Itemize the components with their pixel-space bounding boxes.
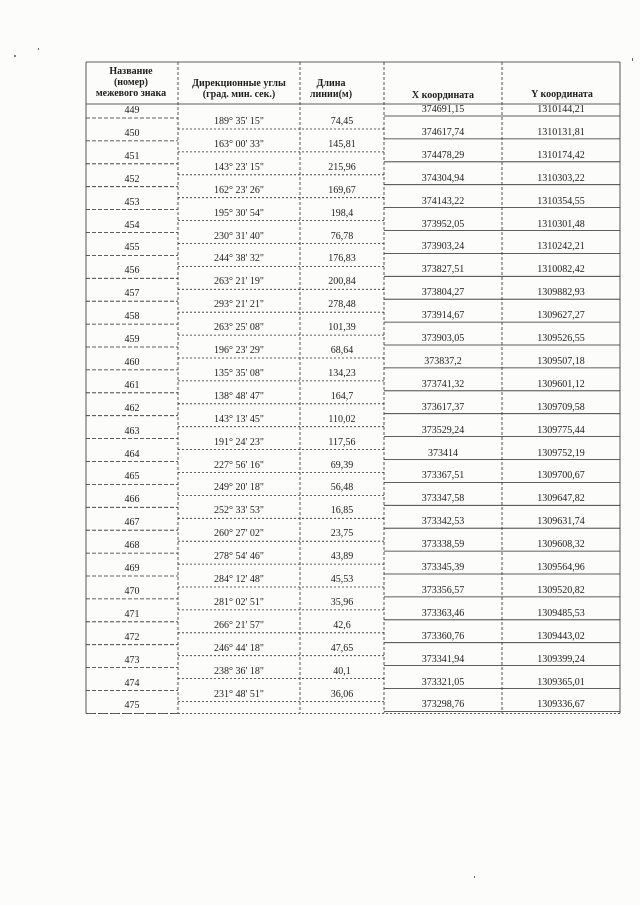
header-angles-line1: Дирекционные углы	[192, 78, 286, 89]
x-coordinate-cell: 373529,24	[421, 424, 465, 436]
sign-number: 472	[124, 631, 140, 643]
x-coordinate-cell: 373338,59	[421, 539, 465, 551]
sign-number: 452	[124, 173, 140, 185]
scan-speck	[38, 48, 39, 50]
sign-number: 455	[124, 242, 140, 254]
y-coordinate-cell: 1309631,74	[537, 516, 585, 528]
x-coordinate-cell: 373414	[428, 447, 458, 459]
y-coordinate-cell: 1310301,48	[537, 218, 585, 230]
direction-angle-cell: 195° 30' 54"	[214, 207, 264, 219]
line-length-cell: 47,65	[330, 642, 354, 654]
y-coordinate-cell: 1310131,81	[537, 126, 585, 138]
x-coordinate-cell: 373345,39	[421, 562, 465, 573]
x-coordinate-cell: 373952,05	[421, 218, 465, 230]
x-coordinate-cell: 373298,76	[421, 699, 465, 711]
sign-number: 461	[124, 379, 140, 391]
line-length-cell: 43,89	[330, 551, 354, 563]
line-length-cell: 176,83	[328, 253, 356, 265]
x-coordinate-cell: 374617,74	[421, 126, 465, 138]
line-length-cell: 42,6	[333, 619, 351, 631]
header-y-coordinate: Y координата	[531, 89, 593, 100]
x-coordinate-cell: 374143,22	[421, 195, 465, 207]
line-length-cell: 68,64	[330, 345, 354, 356]
sign-number: 451	[124, 150, 140, 162]
line-length-cell: 278,48	[328, 299, 356, 311]
line-length-cell: 200,84	[328, 276, 356, 288]
x-coordinate-cell: 373741,32	[421, 378, 465, 390]
sign-number: 469	[124, 563, 140, 574]
direction-angle-cell: 227° 56' 16"	[214, 459, 264, 471]
direction-angle-cell: 189° 35' 15"	[214, 116, 264, 127]
header-x-coordinate: X координата	[411, 90, 475, 101]
direction-angle-cell: 143° 23' 15"	[214, 161, 264, 173]
y-coordinate-cell: 1309520,82	[537, 584, 585, 596]
y-coordinate-cell: 1310174,42	[537, 149, 585, 161]
x-coordinate-cell: 373914,67	[421, 310, 465, 322]
y-coordinate-cell: 1309627,27	[537, 310, 585, 322]
direction-angle-cell: 284° 12' 48"	[214, 574, 264, 585]
line-length-cell: 45,53	[330, 574, 354, 585]
y-coordinate-cell: 1309647,82	[537, 493, 585, 505]
header-sign-name-line3: межевого знака	[95, 88, 167, 99]
y-coordinate-cell: 1309507,18	[537, 355, 585, 367]
y-coordinate-cell: 1309564,96	[537, 562, 585, 573]
header-angles-line2: (град. мин. сек.)	[202, 89, 276, 100]
direction-angle-cell: 263° 21' 19"	[214, 276, 264, 288]
x-coordinate-cell: 374691,15	[421, 104, 465, 115]
x-coordinate-cell: 373804,27	[421, 287, 465, 299]
direction-angle-cell: 249° 20' 18"	[214, 482, 264, 494]
direction-angle-cell: 191° 24' 23"	[214, 436, 264, 448]
direction-angle-cell: 238° 36' 18"	[214, 665, 264, 677]
x-coordinate-cell: 373342,53	[421, 516, 465, 528]
x-coordinate-cell: 373321,05	[421, 676, 465, 688]
line-length-cell: 69,39	[330, 459, 354, 471]
x-coordinate-cell: 373903,24	[421, 241, 465, 253]
sign-number: 450	[124, 127, 140, 139]
sign-number: 464	[124, 448, 140, 460]
y-coordinate-cell: 1310144,21	[537, 104, 585, 115]
sign-number: 463	[124, 425, 140, 437]
y-coordinate-cell: 1309365,01	[537, 676, 585, 688]
line-length-cell: 40,1	[333, 665, 351, 677]
x-coordinate-cell: 373837,2	[424, 355, 462, 367]
y-coordinate-cell: 1310303,22	[537, 172, 585, 184]
y-coordinate-cell: 1309700,67	[537, 470, 585, 482]
y-coordinate-cell: 1309752,19	[537, 447, 585, 459]
direction-angle-cell: 196° 23' 29"	[214, 345, 264, 356]
sign-number: 460	[124, 356, 140, 368]
sign-number: 453	[124, 196, 140, 208]
header-sign-name	[86, 66, 176, 99]
line-length-cell: 215,96	[328, 161, 356, 173]
y-coordinate-cell: 1309775,44	[537, 424, 585, 436]
sign-number: 467	[124, 517, 140, 529]
y-coordinate-cell: 1310354,55	[537, 195, 585, 207]
scan-speck	[474, 876, 475, 878]
y-coordinate-cell: 1309399,24	[537, 653, 585, 665]
line-length-cell: 134,23	[328, 367, 356, 379]
direction-angle-cell: 143° 13' 45"	[214, 413, 264, 425]
x-coordinate-cell: 373356,57	[421, 584, 465, 596]
sign-number: 459	[124, 334, 140, 345]
y-coordinate-cell: 1309709,58	[537, 401, 585, 413]
line-length-cell: 164,7	[330, 390, 354, 402]
scan-speck	[14, 55, 16, 57]
sign-number: 465	[124, 471, 140, 483]
direction-angle-cell: 162° 23' 26"	[214, 184, 264, 196]
direction-angle-cell: 293° 21' 21"	[214, 299, 264, 311]
line-length-cell: 23,75	[330, 528, 354, 540]
x-coordinate-cell: 373360,76	[421, 630, 465, 642]
line-length-cell: 36,06	[330, 688, 354, 700]
x-coordinate-cell: 373341,94	[421, 653, 465, 665]
direction-angle-cell: 266° 21' 57"	[214, 619, 264, 631]
line-length-cell: 198,4	[330, 207, 354, 219]
sign-number: 473	[124, 654, 140, 666]
y-coordinate-cell: 1309608,32	[537, 539, 585, 551]
y-coordinate-cell: 1310082,42	[537, 264, 585, 276]
line-length-cell: 74,45	[330, 116, 354, 127]
sign-number: 454	[124, 219, 140, 231]
y-coordinate-cell: 1309882,93	[537, 287, 585, 299]
sign-number: 474	[124, 677, 140, 689]
y-coordinate-cell: 1309526,55	[537, 333, 585, 344]
line-length-cell: 110,02	[328, 413, 356, 425]
scan-speck	[632, 58, 633, 61]
y-coordinate-cell: 1310242,21	[537, 241, 585, 253]
x-coordinate-cell: 373347,58	[421, 493, 465, 505]
line-length-cell: 56,48	[330, 482, 354, 494]
sign-number: 457	[124, 288, 140, 300]
direction-angle-cell: 252° 33' 53"	[214, 505, 264, 517]
sign-number: 458	[124, 311, 140, 323]
direction-angle-cell: 135° 35' 08"	[214, 367, 264, 379]
line-length-cell: 117,56	[328, 436, 356, 448]
line-length-cell: 101,39	[328, 322, 356, 334]
y-coordinate-cell: 1309443,02	[537, 630, 585, 642]
header-sign-name-line2: (номер)	[113, 77, 149, 88]
y-coordinate-cell: 1309601,12	[537, 378, 585, 390]
line-length-cell: 35,96	[330, 596, 354, 608]
x-coordinate-cell: 374304,94	[421, 172, 465, 184]
header-angles	[178, 78, 300, 100]
sign-number: 471	[124, 608, 140, 620]
direction-angle-cell: 281° 02' 51"	[214, 596, 264, 608]
sign-number: 462	[124, 402, 140, 414]
line-length-cell: 76,78	[330, 230, 354, 242]
x-coordinate-cell: 374478,29	[421, 149, 465, 161]
x-coordinate-cell: 373367,51	[421, 470, 465, 482]
direction-angle-cell: 263° 25' 08"	[214, 322, 264, 334]
x-coordinate-cell: 373363,46	[421, 607, 465, 619]
sign-number: 456	[124, 265, 140, 277]
direction-angle-cell: 244° 38' 32"	[214, 253, 264, 265]
line-length-cell: 169,67	[328, 184, 356, 196]
direction-angle-cell: 278° 54' 46"	[214, 551, 264, 563]
direction-angle-cell: 230° 31' 40"	[214, 230, 264, 242]
direction-angle-cell: 231° 48' 51"	[214, 688, 264, 700]
x-coordinate-cell: 373617,37	[421, 401, 465, 413]
sign-number: 475	[124, 700, 140, 712]
sign-number: 470	[124, 585, 140, 597]
sign-number: 468	[124, 540, 140, 552]
header-sign-name-line1: Название	[109, 66, 153, 77]
y-coordinate-cell: 1309336,67	[537, 699, 585, 711]
header-length-line1: Длина	[316, 78, 346, 89]
line-length-cell: 145,81	[328, 138, 356, 150]
sign-number: 449	[124, 105, 140, 116]
direction-angle-cell: 260° 27' 02"	[214, 528, 264, 540]
header-length	[302, 78, 360, 100]
direction-angle-cell: 246° 44' 18"	[214, 642, 264, 654]
line-length-cell: 16,85	[330, 505, 354, 517]
sign-number: 466	[124, 494, 140, 506]
direction-angle-cell: 138° 48' 47"	[214, 390, 264, 402]
x-coordinate-cell: 373827,51	[421, 264, 465, 276]
x-coordinate-cell: 373903,05	[421, 333, 465, 344]
direction-angle-cell: 163° 00' 33"	[214, 138, 264, 150]
header-length-line2: линии(м)	[309, 89, 353, 100]
y-coordinate-cell: 1309485,53	[537, 607, 585, 619]
